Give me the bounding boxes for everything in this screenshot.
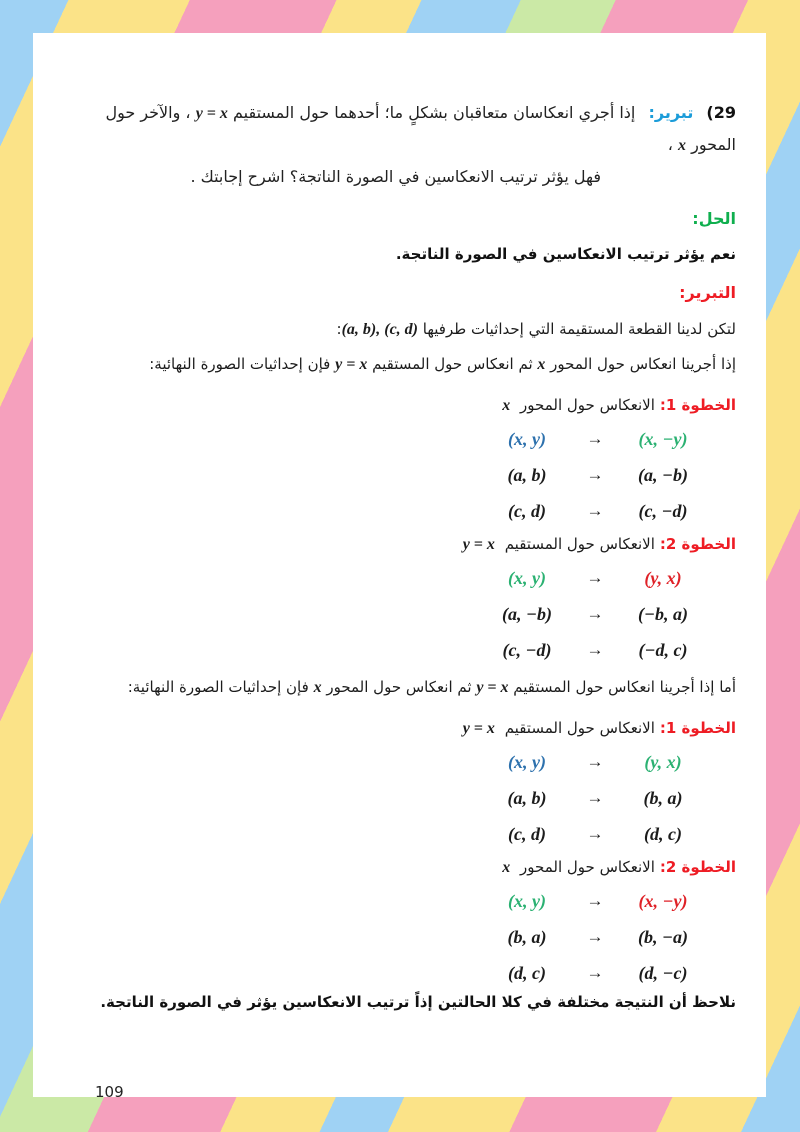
case1-step2-heading [63,533,736,556]
case2-step2-mapping-table [488,883,702,991]
image-pair: (b, a) [643,787,683,808]
maps-to-arrow: → [586,788,604,807]
source-pair: (a, −b) [502,603,552,624]
maps-to-arrow: → [586,824,604,843]
image-pair: (c, −d) [638,500,688,521]
source-pair: (a, b) [507,787,547,808]
variable-x: x [313,679,322,696]
source-pair: (x, y) [508,428,546,449]
case2-step1-mapping-table [488,744,702,852]
equation-y-equals-x: y = x [476,679,509,696]
intro-text: ثم انعكاس حول المستقيم [367,355,538,373]
image-pair: (x, −y) [638,890,688,911]
case2-step1-heading [63,717,736,740]
image-pair: (a, −b) [638,464,688,485]
page-content [33,33,766,1101]
image-pair: (x, −y) [638,428,688,449]
image-pair: (d, −c) [638,962,688,983]
intro-text: إذا أجرينا انعكاس حول المحور [545,355,736,373]
image-pair: (−d, c) [638,639,688,660]
maps-to-arrow: → [586,568,604,587]
case1-intro [63,353,736,376]
maps-to-arrow: → [586,752,604,771]
setup-text: لتكن لدينا القطعة المستقيمة التي إحداثيات طرفيها [418,320,736,338]
source-pair: (c, −d) [502,639,552,660]
justification-heading: التبرير: [679,283,736,302]
equation-y-equals-x: y = x [195,105,228,122]
solution-heading: الحل: [692,209,736,228]
problem-line-1 [63,97,736,161]
intro-text: فإن إحداثيات الصورة النهائية: [127,678,314,696]
image-pair: (y, x) [644,751,682,772]
source-pair: (x, y) [508,567,546,588]
document-page [33,33,766,1101]
solution-answer: نعم يؤثر ترتيب الانعكاسين في الصورة الناتجة. [395,245,736,263]
statement-text: إذا أجري انعكاسان متعاقبان بشكلٍ ما؛ أحدهما حول المستقيم [227,103,636,122]
case2-intro [63,676,736,699]
step-label: الخطوة 1: [659,396,736,414]
problem-type-label: تبرير: [648,103,694,122]
step-description: الانعكاس حول المحور [520,858,655,876]
maps-to-arrow: → [586,927,604,946]
source-pair: (d, c) [508,962,546,983]
image-pair: (b, −a) [638,926,688,947]
maps-to-arrow: → [586,891,604,910]
image-pair: (y, x) [644,567,682,588]
setup-colon: : [336,320,342,338]
step-description: الانعكاس حول المستقيم [504,535,655,553]
statement-text: ، [667,135,673,154]
step-equation: y = x [462,536,495,553]
source-pair: (c, d) [508,500,546,521]
source-pair: (a, b) [507,464,547,485]
intro-text: أما إذا أجرينا انعكاس حول المستقيم [508,678,736,696]
source-pair: (x, y) [508,751,546,772]
case2-step2-heading [63,856,736,879]
step-equation: y = x [462,720,495,737]
step-label: الخطوة 1: [659,719,736,737]
maps-to-arrow: → [586,465,604,484]
conclusion-note: نلاحظ أن النتيجة مختلفة في كلا الحالتين إذاً ترتيب الانعكاسين يؤثر في الصورة الناتجة. [100,993,736,1011]
source-pair: (c, d) [508,823,546,844]
maps-to-arrow: → [586,604,604,623]
source-pair: (b, a) [507,926,547,947]
endpoints-coordinates: (a, b), (c, d) [341,321,419,338]
step-label: الخطوة 2: [659,858,736,876]
intro-text: ثم انعكاس حول المحور [321,678,477,696]
step-description: الانعكاس حول المستقيم [504,719,655,737]
step-equation: x [502,397,511,414]
maps-to-arrow: → [586,963,604,982]
maps-to-arrow: → [586,429,604,448]
variable-x: x [537,356,546,373]
problem-line-2: فهل يؤثر ترتيب الانعكاسين في الصورة الناتجة؟ اشرح إجابتك . [190,167,601,186]
intro-text: فإن إحداثيات الصورة النهائية: [149,355,336,373]
case1-step2-mapping-table [488,560,702,668]
variable-x: x [678,137,687,154]
step-description: الانعكاس حول المحور [520,396,655,414]
setup-line [63,318,736,341]
maps-to-arrow: → [586,501,604,520]
equation-y-equals-x: y = x [335,356,368,373]
step-equation: x [502,859,511,876]
page-number: 109 [95,1083,124,1101]
problem-number: (29 [706,103,736,122]
case1-step1-mapping-table [488,421,702,529]
maps-to-arrow: → [586,640,604,659]
source-pair: (x, y) [508,890,546,911]
statement-text: ، والآخر حول المحور [105,103,736,154]
problem-statement [63,97,736,192]
image-pair: (−b, a) [638,603,688,624]
case1-step1-heading [63,394,736,417]
image-pair: (d, c) [644,823,682,844]
step-label: الخطوة 2: [659,535,736,553]
